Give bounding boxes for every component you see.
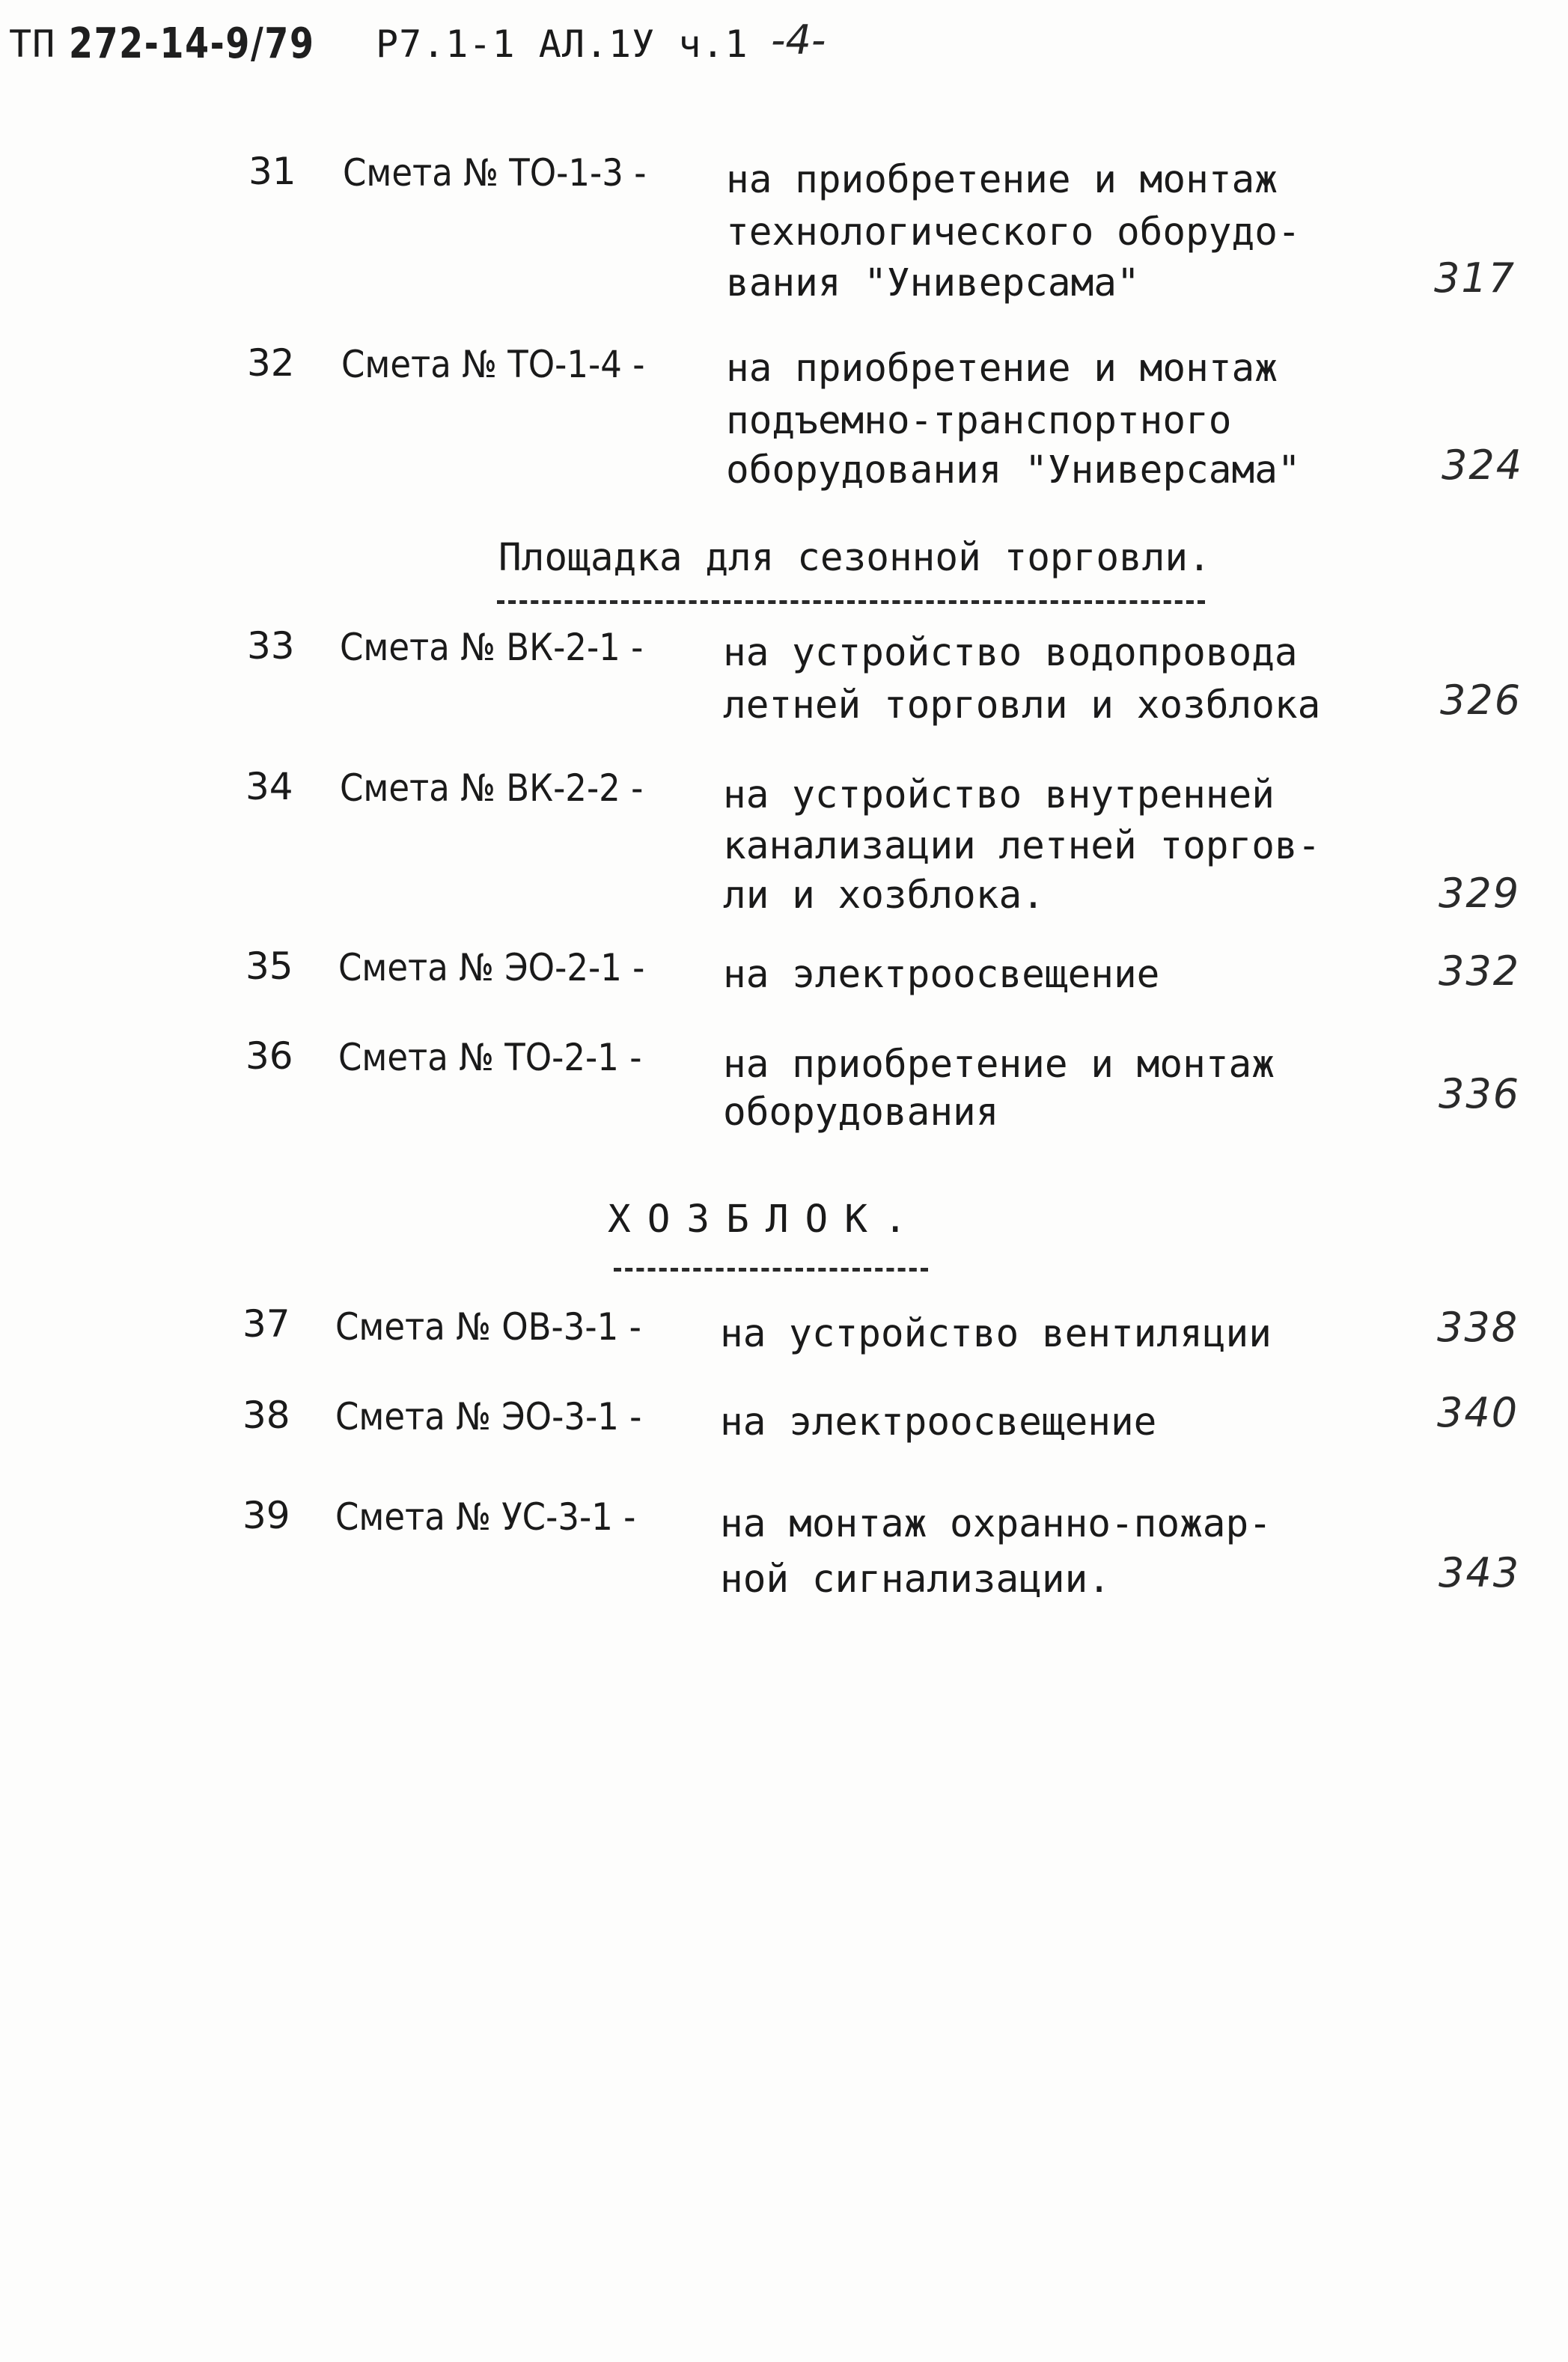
item-page-number: 340: [1437, 1389, 1519, 1436]
item-label: Смета № ТО-1-3 -: [343, 151, 647, 195]
item-page-number: 317: [1434, 254, 1516, 302]
item-number: 33: [247, 624, 295, 668]
item-label: Смета № ОВ-3-1 -: [335, 1305, 641, 1349]
item-label: Смета № ЭО-3-1 -: [335, 1395, 642, 1438]
item-number: 36: [245, 1034, 293, 1078]
item-desc-line: канализации летней торгов-: [723, 824, 1321, 868]
item-desc-line: на монтаж охранно-пожар-: [720, 1502, 1272, 1546]
item-label: Смета № ВК-2-2 -: [340, 766, 644, 810]
item-page-number: 326: [1440, 677, 1522, 724]
item-desc-line: вания "Универсама": [726, 261, 1140, 305]
header-doc: Р7.1-1 АЛ.1У ч.1: [376, 22, 748, 66]
item-number: 37: [242, 1302, 290, 1346]
item-label: Смета № ВК-2-1 -: [340, 626, 644, 669]
item-number: 35: [245, 945, 293, 988]
item-page-number: 329: [1439, 870, 1521, 917]
item-label: Смета № ТО-2-1 -: [338, 1036, 642, 1079]
item-desc-line: оборудования: [723, 1090, 999, 1135]
item-page-number: 332: [1439, 947, 1521, 995]
section-underline: [497, 600, 1205, 604]
item-number: 39: [242, 1494, 290, 1537]
item-desc-line: ной сигнализации.: [720, 1557, 1111, 1602]
item-desc-line: на устройство внутренней: [723, 773, 1275, 817]
item-label: Смета № ЭО-2-1 -: [338, 946, 645, 989]
item-label: Смета № ТО-1-4 -: [341, 343, 645, 386]
section-underline: [614, 1268, 928, 1272]
item-desc-line: оборудования "Универсама": [726, 448, 1301, 492]
item-desc-line: на электроосвещение: [723, 953, 1160, 997]
item-desc-line: летней торговли и хозблока: [723, 683, 1321, 727]
header-prefix: ТП: [9, 22, 56, 66]
item-desc-line: на электроосвещение: [720, 1400, 1157, 1444]
item-number: 31: [248, 150, 296, 193]
item-desc-line: на устройство вентиляции: [720, 1312, 1272, 1356]
item-desc-line: ли и хозблока.: [723, 873, 1045, 918]
item-number: 32: [247, 341, 295, 385]
item-page-number: 336: [1439, 1070, 1521, 1117]
header-page-number: -4-: [771, 16, 826, 64]
item-desc-line: подъемно-транспортного: [726, 399, 1232, 443]
item-label: Смета № УС-3-1 -: [335, 1495, 636, 1539]
item-page-number: 343: [1439, 1549, 1521, 1596]
section-heading: ХОЗБЛОК.: [608, 1197, 924, 1242]
item-desc-line: на приобретение и монтаж: [726, 347, 1278, 391]
item-desc-line: на устройство водопровода: [723, 631, 1298, 675]
item-page-number: 338: [1437, 1304, 1519, 1351]
item-number: 38: [242, 1394, 290, 1437]
item-desc-line: на приобретение и монтаж: [723, 1043, 1275, 1087]
item-number: 34: [245, 765, 293, 808]
item-desc-line: на приобретение и монтаж: [726, 158, 1278, 202]
item-page-number: 324: [1442, 442, 1524, 489]
section-heading: Площадка для сезонной торговли.: [498, 536, 1211, 580]
header-code: 272-14-9/79: [69, 19, 315, 68]
item-desc-line: технологического оборудо-: [726, 210, 1301, 254]
